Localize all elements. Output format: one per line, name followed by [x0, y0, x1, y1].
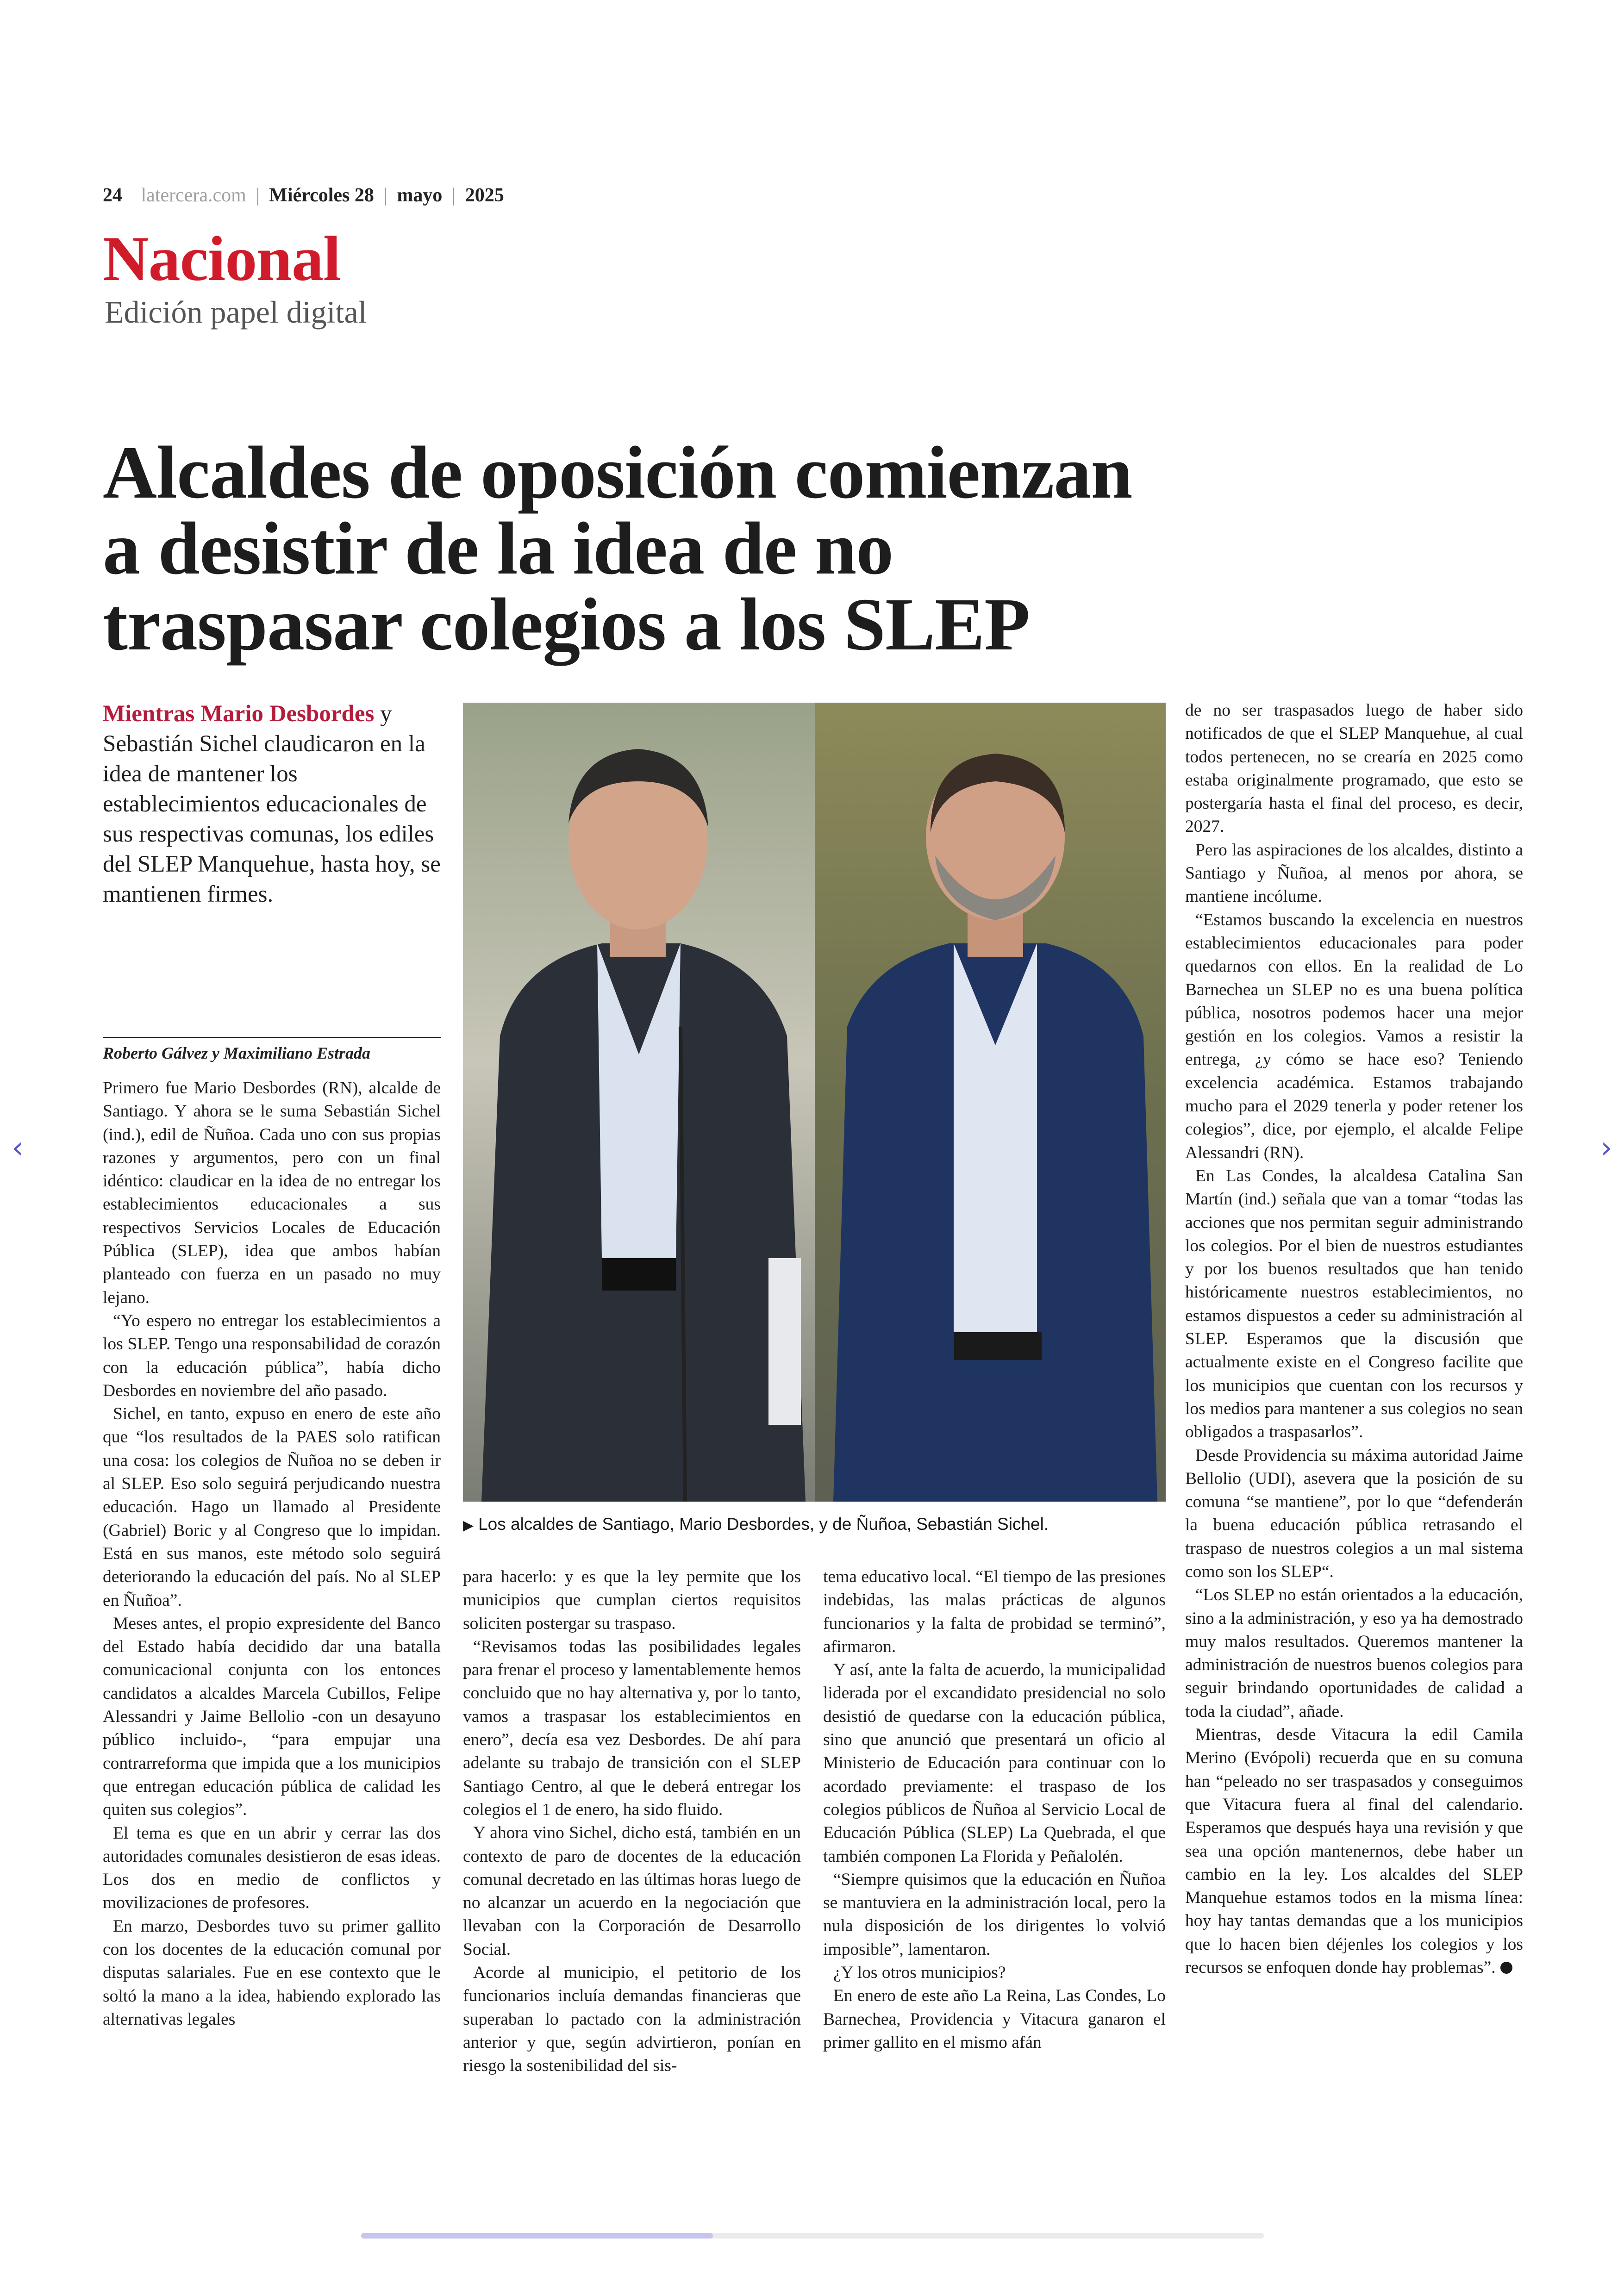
paragraph: “Revisamos todas las posibilidades legales para frenar el proceso y lamentablemente hemos concluido que no hay alternativa y, por lo tanto, vamos a traspasar los establecimientos en enero”, decía esa vez Desbordes. De ahí para adelante su trabajo de transición con el SLEP Santiago Centro, al que le deberá entregar los colegios el 1 de enero, ha sido fluido.	[463, 1637, 801, 1819]
lead-text: y Sebastián Sichel claudicaron en la idea de mantener los establecimientos educacionales de sus respectivas comunas, los ediles del SLEP Manquehue, hasta hoy, se mantienen firmes.	[103, 701, 441, 907]
article-column-1	[103, 1077, 441, 2031]
date-day: Miércoles 28	[269, 185, 374, 206]
caption-text: Los alcaldes de Santiago, Mario Desbordes, y de Ñuñoa, Sebastián Sichel.	[478, 1515, 1049, 1534]
caption-marker-icon: ▶	[463, 1518, 474, 1533]
date-month: mayo	[397, 185, 443, 206]
article-column-2	[463, 1565, 801, 2078]
article-headline	[103, 431, 1306, 666]
paragraph: “Los SLEP no están orientados a la educación, sino a la administración, y eso ya ha demostrado muy malos resultados. Queremos mantener la administración de nuestros buenos colegios para seguir brindando oportunidades de calidad a toda la ciudad”, añade.	[1185, 1585, 1523, 1721]
paragraph-text: Mientras, desde Vitacura la edil Camila Merino (Evópoli) recuerda que en su comuna han “peleado no ser traspasados y conseguimos que Vitacura fuera al final del calendario. Esperamos que después haya una revisión y que sea una opción mantenernos, debe haber un cambio en la ley. Los alcaldes del SLEP Manquehue estamos todos en la misma línea: hoy hay tantas demandas que a los municipios que lo hacen bien déjenles los colegios y los recursos se enfoquen donde hay problemas”.	[1185, 1725, 1523, 1977]
separator: |	[383, 185, 387, 206]
paragraph	[1185, 1723, 1523, 1979]
article-column-4	[1185, 699, 1523, 1979]
page-number: 24	[103, 185, 122, 206]
byline-divider	[103, 1037, 441, 1038]
article-column-3	[823, 1565, 1166, 2054]
paragraph: Sichel, en tanto, expuso en enero de este año que “los resultados de la PAES solo ratifican una cosa: los colegios de Ñuñoa no se deben ir al SLEP. Eso solo seguirá perjudicando nuestra educación. Hago un llamado al Presidente (Gabriel) Boric y al Congreso que lo impidan. Está en sus manos, este método solo seguirá deteriorando la educación del país. No al SLEP en Ñuñoa”.	[103, 1404, 441, 1610]
page-header	[103, 184, 504, 206]
headline-line: traspasar colegios a los SLEP	[103, 583, 1030, 666]
previous-page-button[interactable]: ‹	[12, 1131, 24, 1165]
separator: |	[451, 185, 456, 206]
paragraph: Y así, ante la falta de acuerdo, la municipalidad liderada por el excandidato presidencial no solo desistió de quedarse con la educación pública, sino que anunció que presentará un oficio al Ministerio de Educación para continuar con lo acordado previamente: el traspaso de los colegios públicos de Ñuñoa al Servicio Local de Educación Pública (SLEP) La Quebrada, el que también componen La Florida y Peñalolén.	[823, 1660, 1166, 1866]
scrollbar-thumb[interactable]	[361, 2233, 713, 2239]
paragraph: de no ser traspasados luego de haber sido notificados de que el SLEP Manquehue, al cual todos pertenecen, no se crearía en 2025 como estaba originalmente programado, que esto se postergaría hasta el final del proceso, es decir, 2027.	[1185, 701, 1523, 836]
headline-line: a desistir de la idea de no	[103, 507, 893, 590]
paragraph: Primero fue Mario Desbordes (RN), alcalde de Santiago. Y ahora se le suma Sebastián Sichel (ind.), edil de Ñuñoa. Cada uno con sus propias razones y argumentos, pero con un final idéntico: claudicar en la idea de no entregar los establecimientos educacionales a sus respectivos Servicios Locales de Educación Pública (SLEP), idea que ambos habían planteado con fuerza en un pasado no muy lejano.	[103, 1079, 441, 1307]
paragraph: tema educativo local. “El tiempo de las presiones indebidas, las malas prácticas de algunos funcionarios y la falta de probidad se terminó”, afirmaron.	[823, 1567, 1166, 1656]
subheading: ¿Y los otros municipios?	[833, 1963, 1006, 1983]
paragraph: “Estamos buscando la excelencia en nuestros establecimientos educacionales para poder quedarnos con ellos. En la realidad de Lo Barnechea un SLEP no es una buena política pública, nosotros podemos hacer una mejor gestión en los colegios. Vamos a resistir la entrega, ¿y cómo se hace eso? Teniendo excelencia académica. Estamos trabajando mucho para el 2029 tenerla y poder retener los colegios”, dice, por ejemplo, el alcalde Felipe Alessandri (RN).	[1185, 910, 1523, 1162]
paragraph: para hacerlo: y es que la ley permite que los municipios que cumplan ciertos requisitos soliciten postergar su traspaso.	[463, 1567, 801, 1633]
paragraph: Y ahora vino Sichel, dicho está, también en un contexto de paro de docentes de la educación comunal decretado en las últimas horas luego de no alcanzar un acuerdo en la negociación que llevaban con la Corporación de Desarrollo Social.	[463, 1823, 801, 1959]
headline-line: Alcaldes de oposición comienzan	[103, 431, 1132, 514]
paragraph: Meses antes, el propio expresidente del Banco del Estado había decidido dar una batalla comunicacional conjunta con los entonces candidatos a alcaldes Marcela Cubillos, Felipe Alessandri y Jaime Bellolio -con un desayuno público incluido-, “para empujar una contrarreforma que impida que a los municipios que entregan educación pública de calidad les quiten sus colegios”.	[103, 1614, 441, 1820]
byline: Roberto Gálvez y Maximiliano Estrada	[103, 1044, 371, 1062]
paragraph: En marzo, Desbordes tuvo su primer gallito con los docentes de la educación comunal por disputas salariales. Fue en ese contexto que le soltó la mano a la idea, habiendo explorado las alternativas legales	[103, 1916, 441, 2029]
photo-caption	[463, 1515, 1167, 1534]
paragraph: “Yo espero no entregar los establecimientos a los SLEP. Tengo una responsabilidad de corazón con la educación pública”, había dicho Desbordes en noviembre del año pasado.	[103, 1311, 441, 1400]
paragraph: En enero de este año La Reina, Las Condes, Lo Barnechea, Providencia y Vitacura ganaron el primer gallito en el mismo afán	[823, 1986, 1166, 2052]
article-photo	[463, 703, 1166, 1502]
lead-highlight: Mientras Mario Desbordes	[103, 701, 375, 727]
paragraph: Pero las aspiraciones de los alcaldes, distinto a Santiago y Ñuñoa, al menos por ahora, se mantiene incólume.	[1185, 840, 1523, 906]
section-subtitle: Edición papel digital	[105, 294, 367, 330]
paragraph: En Las Condes, la alcaldesa Catalina San Martín (ind.) señala que van a tomar “todas las acciones que nos permitan seguir administrando los colegios. Por el bien de nuestros estudiantes y por los buenos resultados que han tenido históricamente nuestros establecimientos, no estamos dispuestos a ceder su administración al SLEP. Esperamos que la discusión que actualmente existe en el Congreso facilite que los municipios que cuentan con los recursos y los medios para mantener a sus colegios no sean obligados a traspasarlos”.	[1185, 1166, 1523, 1442]
section-title: Nacional	[103, 223, 341, 294]
paragraph: Acorde al municipio, el petitorio de los funcionarios incluía demandas financieras que superaban lo pactado con la administración anterior y que, según advirtieron, ponían en riesgo la sostenibilidad del sis-	[463, 1963, 801, 2076]
article-lead	[103, 699, 445, 910]
next-page-button[interactable]: ›	[1600, 1131, 1612, 1165]
paragraph: “Siempre quisimos que la educación en Ñuñoa se mantuviera en la administración local, pero la nula disposición de los dirigentes lo volvió imposible”, lamentaron.	[823, 1870, 1166, 1959]
paragraph: Desde Providencia su máxima autoridad Jaime Bellolio (UDI), asevera que la posición de su comuna “se mantiene”, por lo que “defenderán la buena educación pública retrasando el traspaso de nuestros colegios a un mal sistema como son los SLEP“.	[1185, 1446, 1523, 1581]
paragraph: El tema es que en un abrir y cerrar las dos autoridades comunales desistieron de esas ideas. Los dos en medio de conflictos y movilizaciones de profesores.	[103, 1823, 441, 1913]
date-year: 2025	[465, 185, 504, 206]
site-name: latercera.com	[141, 185, 246, 206]
end-mark-icon	[1500, 1962, 1512, 1974]
separator: |	[256, 185, 260, 206]
